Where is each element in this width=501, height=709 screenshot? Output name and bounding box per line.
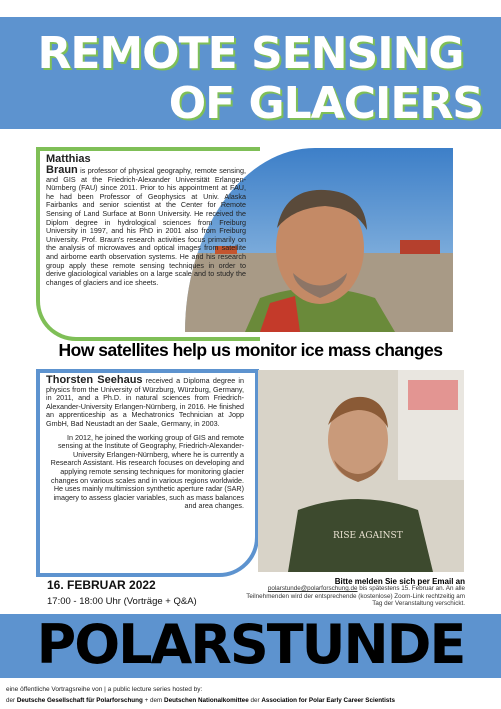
registration-heading: Bitte melden Sie sich per Email an xyxy=(334,577,465,586)
speaker1-first-name: Matthias xyxy=(46,153,91,165)
host-mid2: der xyxy=(248,697,262,704)
speaker2-bio-block xyxy=(46,376,244,511)
series-name: POLARSTUNDE xyxy=(36,613,465,676)
host-prefix: der xyxy=(6,697,17,704)
svg-text:RISE AGAINST: RISE AGAINST xyxy=(333,531,403,541)
series-tagline: eine öffentliche Vortragsreihe von | a public lecture series hosted by: xyxy=(6,686,203,693)
talk-subtitle: How satellites help us monitor ice mass changes xyxy=(58,340,443,360)
speaker2-name: Thorsten Seehaus xyxy=(46,374,143,386)
event-time: 17:00 - 18:00 Uhr (Vorträge + Q&A) xyxy=(47,596,197,607)
host-apecs: Association for Polar Early Career Scientists xyxy=(261,697,395,704)
speaker2-photo xyxy=(258,370,464,572)
host-dgp: Deutsche Gesellschaft für Polarforschung xyxy=(16,697,143,704)
speaker2-photo-image xyxy=(258,370,464,572)
poster-title-line1: REMOTE SENSING xyxy=(37,28,464,79)
host-dnk: Deutschen Nationalkomittee xyxy=(164,697,249,704)
registration-email-link[interactable]: polarstunde@polarforschung.de xyxy=(267,585,358,593)
speaker2-bio-paragraph2: In 2012, he joined the working group of GIS and remote sensing at the Institute of Geography, Friedrich-Alexander-University Erlangen-Nürnberg, where he is currently a Research Assistant. His research focuses on developing and applying remote sensing techniques for monitoring glacier changes on various scales and in various regions worldwide. He uses mainly multimission synthetic aperture radar (SAR) imagery to assess glacier variables, such as mass balances and area changes. xyxy=(50,432,244,511)
speaker1-last-name: Braun xyxy=(46,164,78,176)
speaker1-bio-block xyxy=(46,153,246,287)
speaker1-bio: is professor of physical geography, remote sensing, and GIS at the Friedrich-Alexander Universität Erlangen-Nürnberg (FAU) since 2011. Prior to his appointment at FAU, he had been Professor of Geophysics at Univ. Alaska Fairbanks and senior scientist at the Center for Remote Sensing of Land Surface at Bonn University. He received the Diplom degree in hydrological sciences from Freiburg University in 1997, and his PhD in 2001 also from Freiburg University. Prof. Braun's research activities focus primarily on the analysis of microwaves and optical images from satellite and airborne earth observation systems. He and his research group apply these remote sensing techniques in order to derive glaciological variables on a large scale and to study the changes of glaciers and ice sheets. xyxy=(46,166,247,287)
event-date: 16. FEBRUAR 2022 xyxy=(47,578,156,592)
host-mid1: + dem xyxy=(142,697,165,704)
speaker2-bio-paragraph1: received a Diploma degree in physics from the University of Würzburg, Würzburg, Germany, in 2011, and a Ph.D. in natural sciences from Friedrich-Alexander-University Erlangen-Nürnberg, in 2016. He finished an apprenticeship as a Mechatronics Technician at Jopp GmbH, Bad Neustadt an der Saale, Germany, in 2003. xyxy=(46,376,245,428)
registration-text: bis spätestens 15. Februar an. An alle Teilnehmenden wird der entsprechende (kostenlose) Zoom-Link rechtzeitig am Tag der Veranstaltung verschickt. xyxy=(246,585,465,608)
series-hosts xyxy=(6,697,395,704)
registration-info xyxy=(245,578,465,608)
poster-title-line2: OF GLACIERS xyxy=(168,78,483,129)
